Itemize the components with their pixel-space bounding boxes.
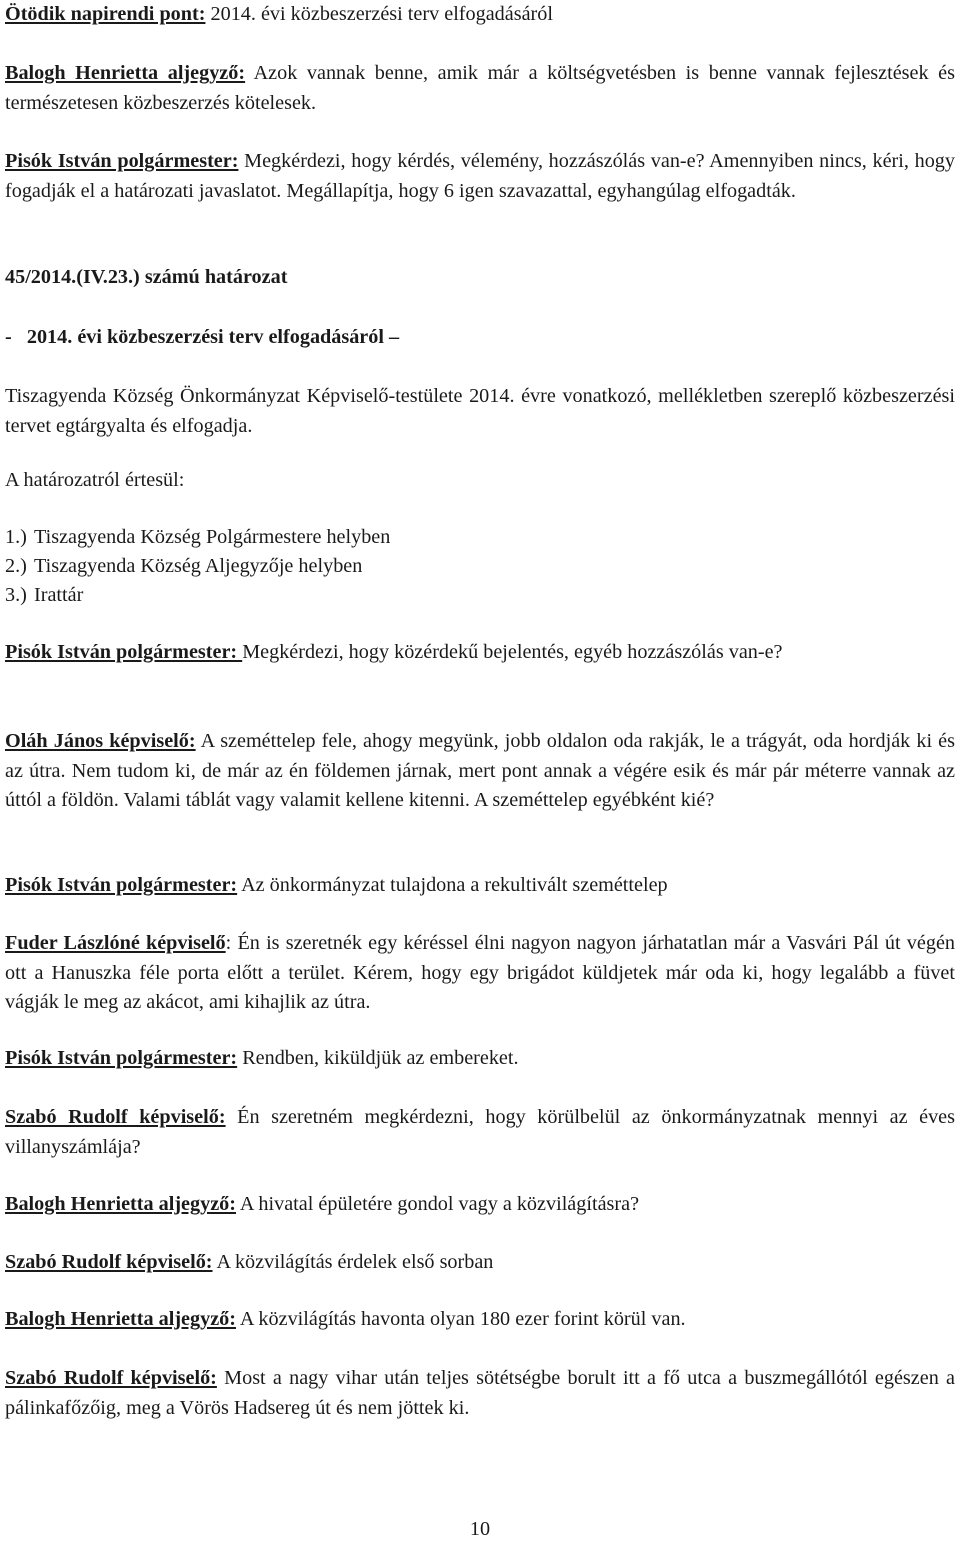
page-number: 10 xyxy=(469,1518,491,1540)
recipient-number: 3.) xyxy=(5,584,27,606)
recipient-text: Tiszagyenda Község Polgármestere helyben xyxy=(34,526,391,548)
speech-paragraph xyxy=(5,1190,955,1220)
speaker-name: Pisók István polgármester: xyxy=(5,1047,238,1069)
agenda-title: 2014. évi közbeszerzési terv elfogadásáról xyxy=(205,3,553,25)
resolution-subject: - 2014. évi közbeszerzési terv elfogadásáról – xyxy=(5,326,400,348)
speech-paragraph xyxy=(5,638,955,668)
resolution-body: Tiszagyenda Község Önkormányzat Képviselő-testülete 2014. évre vonatkozó, mellékletben szereplő közbeszerzési tervet egtárgyalta és elfogadja. xyxy=(5,385,955,437)
speech-paragraph xyxy=(5,1305,955,1335)
speech-paragraph xyxy=(5,1364,955,1423)
speech-text: Az önkormányzat tulajdona a rekultivált szeméttelep xyxy=(237,874,668,896)
speaker-name: Balogh Henrietta aljegyző: xyxy=(5,1308,236,1330)
speech-text: : Én is szeretnék egy kéréssel élni nagyon nagyon járhatatlan már a Vasvári Pál út végén ott a Hanuszka féle porta előtt a terület. Kérem, hogy egy brigádot küldjetek már oda ki, hogy legalább a füvet vágják le meg az akácot, ami kihajlik az útra. xyxy=(5,932,955,1013)
agenda-label: Ötödik napirendi pont: xyxy=(5,3,206,25)
speech-text: A hivatal épületére gondol vagy a közvilágításra? xyxy=(235,1193,640,1215)
speech-paragraph xyxy=(5,1248,955,1278)
speaker-name: Szabó Rudolf képviselő: xyxy=(5,1251,213,1273)
speech-text: Rendben, kiküldjük az embereket. xyxy=(237,1047,519,1069)
speaker-name: Fuder Lászlóné képviselő xyxy=(5,932,226,954)
speech-paragraph xyxy=(5,59,955,118)
speech-text: Azok vannak benne, amik már a költségvetésben is benne vannak fejlesztések és természetesen közbeszerzés kötelesek. xyxy=(5,62,956,114)
speaker-name: Balogh Henrietta aljegyző: xyxy=(5,1193,236,1215)
speech-paragraph xyxy=(5,1044,955,1074)
recipient-text: Irattár xyxy=(34,584,84,606)
speaker-name: Szabó Rudolf képviselő: xyxy=(5,1106,226,1128)
speaker-name: Balogh Henrietta aljegyző: xyxy=(5,62,246,84)
notify-label: A határozatról értesül: xyxy=(5,469,185,491)
speech-paragraph xyxy=(5,147,955,206)
speaker-name: Pisók István polgármester: xyxy=(5,641,243,663)
resolution-number: 45/2014.(IV.23.) számú határozat xyxy=(5,266,288,288)
speaker-name: Szabó Rudolf képviselő: xyxy=(5,1367,217,1389)
speaker-name: Pisók István polgármester: xyxy=(5,874,238,896)
speech-text: Most a nagy vihar után teljes sötétségbe borult itt a fő utca a buszmegállótól egészen a pálinkafőzőig, meg a Vörös Hadsereg út és nem jöttek ki. xyxy=(5,1367,956,1419)
speech-paragraph xyxy=(5,1103,955,1162)
speech-text: A közvilágítás havonta olyan 180 ezer forint körül van. xyxy=(235,1308,686,1330)
speech-text: A szeméttelep fele, ahogy megyünk, jobb oldalon oda rakják, le a trágyát, oda hordják ki és az útra. Nem tudom ki, de már az én földemen járnak, mert pont annak a végére esik és már pár méterre vannak az úttól a földön. Valami táblát vagy valamit kellene kitenni. A szeméttelep egyébként kié? xyxy=(5,730,956,811)
speech-paragraph xyxy=(5,727,955,816)
speech-text: A közvilágítás érdelek első sorban xyxy=(212,1251,494,1273)
agenda-heading xyxy=(5,0,955,30)
speech-text: Megkérdezi, hogy kérdés, vélemény, hozzászólás van-e? Amennyiben nincs, kéri, hogy fogadják el a határozati javaslatot. Megállapítja, hogy 6 igen szavazattal, egyhangúlag elfogadták. xyxy=(5,150,955,202)
recipient-number: 1.) xyxy=(5,526,27,548)
speaker-name: Oláh János képviselő: xyxy=(5,730,196,752)
recipient-text: Tiszagyenda Község Aljegyzője helyben xyxy=(34,555,363,577)
speech-text: Én szeretném megkérdezni, hogy körülbelül az önkormányzatnak mennyi az éves villanyszámlája? xyxy=(5,1106,956,1158)
recipient-number: 2.) xyxy=(5,555,27,577)
speech-paragraph xyxy=(5,871,955,901)
speech-paragraph xyxy=(5,929,955,1018)
speaker-name: Pisók István polgármester: xyxy=(5,150,239,172)
speech-text: Megkérdezi, hogy közérdekű bejelentés, egyéb hozzászólás van-e? xyxy=(242,641,783,663)
